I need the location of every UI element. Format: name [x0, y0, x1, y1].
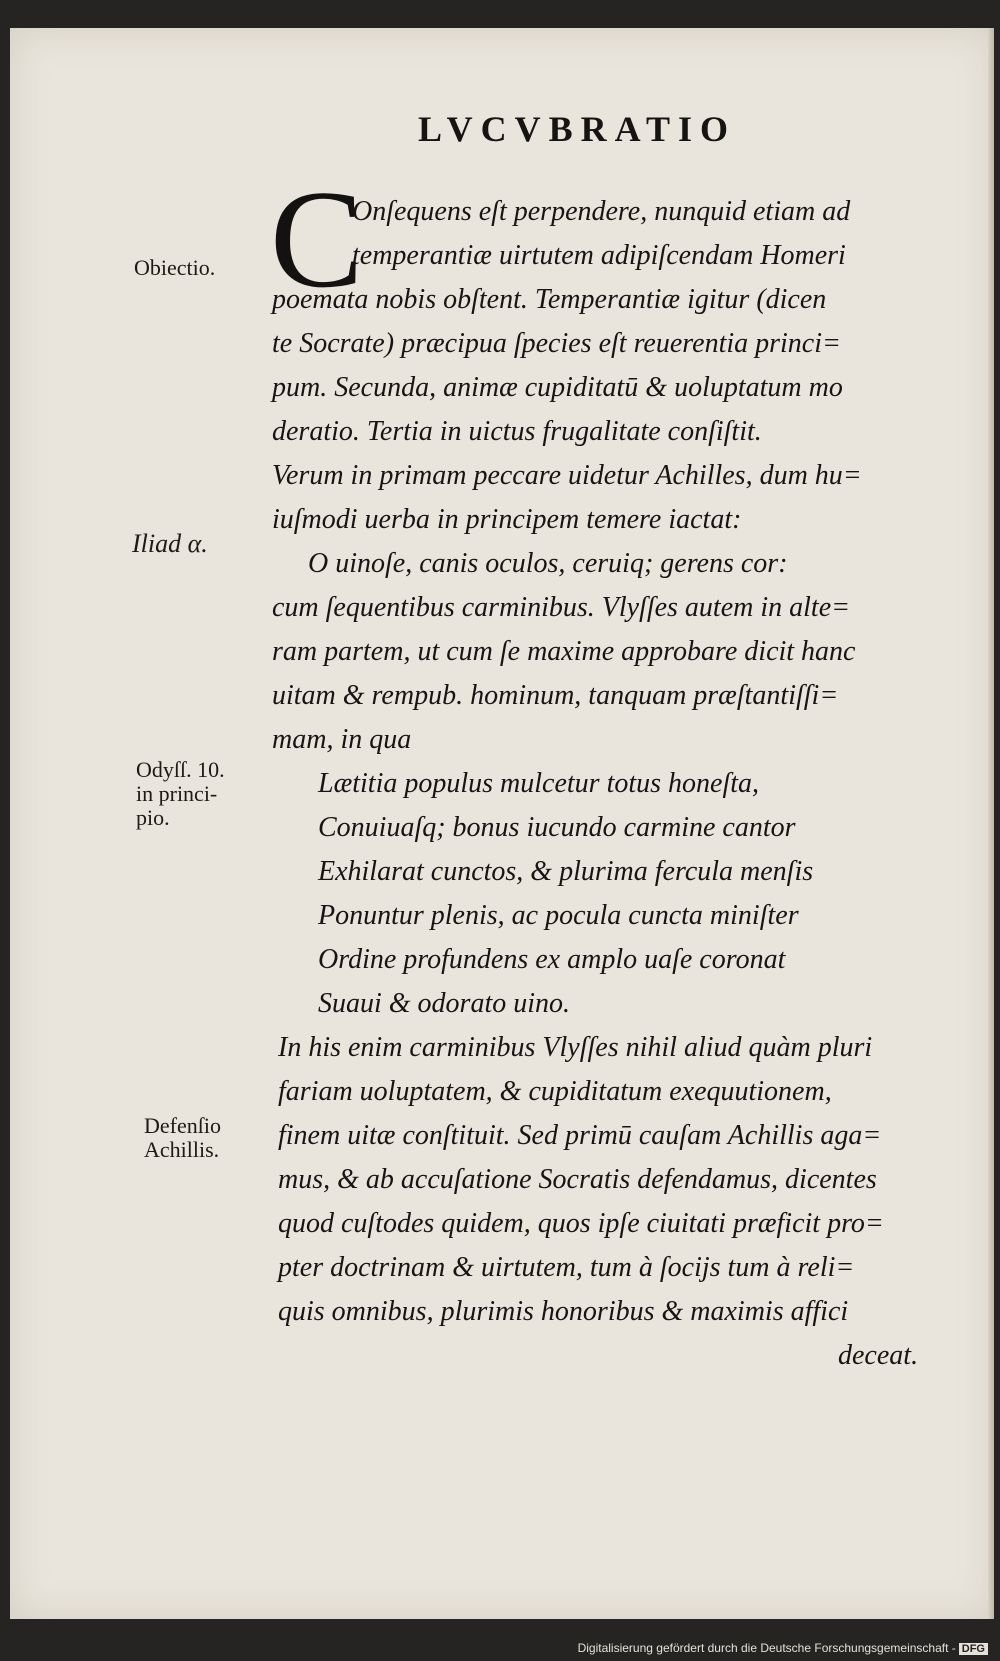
margin-note-odyssey: in princi-	[136, 781, 218, 806]
drop-capital: C	[270, 162, 364, 317]
verse-line: Exhilarat cunctos, & plurima fercula menſis	[318, 856, 814, 887]
margin-note-odyssey: Odyſſ. 10.	[136, 757, 225, 782]
page-edge	[988, 28, 994, 1619]
text-line: fariam uoluptatem, & cupiditatum exequutionem,	[278, 1076, 832, 1107]
text-line: mus, & ab accuſatione Socratis defendamus, dicentes	[278, 1164, 877, 1195]
verse-line: Suaui & odorato uino.	[318, 988, 571, 1019]
text-line: quis omnibus, plurimis honoribus & maximis affici	[278, 1296, 849, 1327]
running-header: LVCVBRATIO	[417, 109, 737, 149]
text-line: poemata nobis obſtent. Temperantiæ igitur (dicen	[272, 284, 827, 315]
text-line: pter doctrinam & uirtutem, tum à ſocijs tum à reli=	[278, 1252, 855, 1283]
text-line: mam, in qua	[272, 724, 412, 755]
margin-note-obiectio: Obiectio.	[134, 255, 216, 280]
text-line: deratio. Tertia in uictus frugalitate conſiſtit.	[272, 416, 762, 447]
credit-text: Digitalisierung gefördert durch die Deutsche Forschungsgemeinschaft -	[577, 1641, 956, 1655]
margin-note-defensio: Achillis.	[144, 1137, 220, 1162]
text-line: cum ſequentibus carminibus. Vlyſſes autem in alte=	[272, 592, 851, 623]
verse-line: Lætitia populus mulcetur totus honeſta,	[318, 768, 760, 799]
text-line: Onſequens eſt perpendere, nunquid etiam ad	[352, 196, 851, 227]
text-line: In his enim carminibus Vlyſſes nihil aliud quàm pluri	[278, 1032, 873, 1063]
text-line: temperantiæ uirtutem adipiſcendam Homeri	[352, 240, 846, 271]
margin-note-iliad: Iliad α.	[132, 529, 208, 558]
text-line: quod cuſtodes quidem, quos ipſe ciuitati præficit pro=	[278, 1208, 884, 1239]
verse-line: Conuiuaſq; bonus iucundo carmine cantor	[318, 812, 796, 843]
dfg-logo: DFG	[959, 1643, 988, 1655]
text-line: pum. Secunda, animæ cupiditatū & uoluptatum mo	[272, 372, 843, 403]
text-line: ram partem, ut cum ſe maxime approbare dicit hanc	[272, 636, 856, 667]
digitization-credit	[0, 1641, 1000, 1655]
verse-line: Ponuntur plenis, ac pocula cuncta miniſter	[318, 900, 799, 931]
text-line: finem uitæ conſtituit. Sed primū cauſam Achillis aga=	[278, 1120, 882, 1151]
book-page	[10, 28, 994, 1619]
text-line: O uinoſe, canis oculos, ceruiq; gerens cor:	[308, 548, 788, 579]
text-line: Verum in primam peccare uidetur Achilles, dum hu=	[272, 460, 862, 491]
catchword-line: deceat.	[838, 1340, 919, 1371]
margin-note-defensio: Defenſio	[144, 1113, 221, 1138]
text-line: te Socrate) præcipua ſpecies eſt reuerentia princi=	[272, 328, 841, 359]
margin-note-odyssey: pio.	[136, 805, 170, 830]
text-line: uitam & rempub. hominum, tanquam præſtantiſſi=	[272, 680, 839, 711]
text-line: iuſmodi uerba in principem temere iactat:	[272, 504, 742, 535]
verse-line: Ordine profundens ex amplo uaſe coronat	[318, 944, 786, 975]
